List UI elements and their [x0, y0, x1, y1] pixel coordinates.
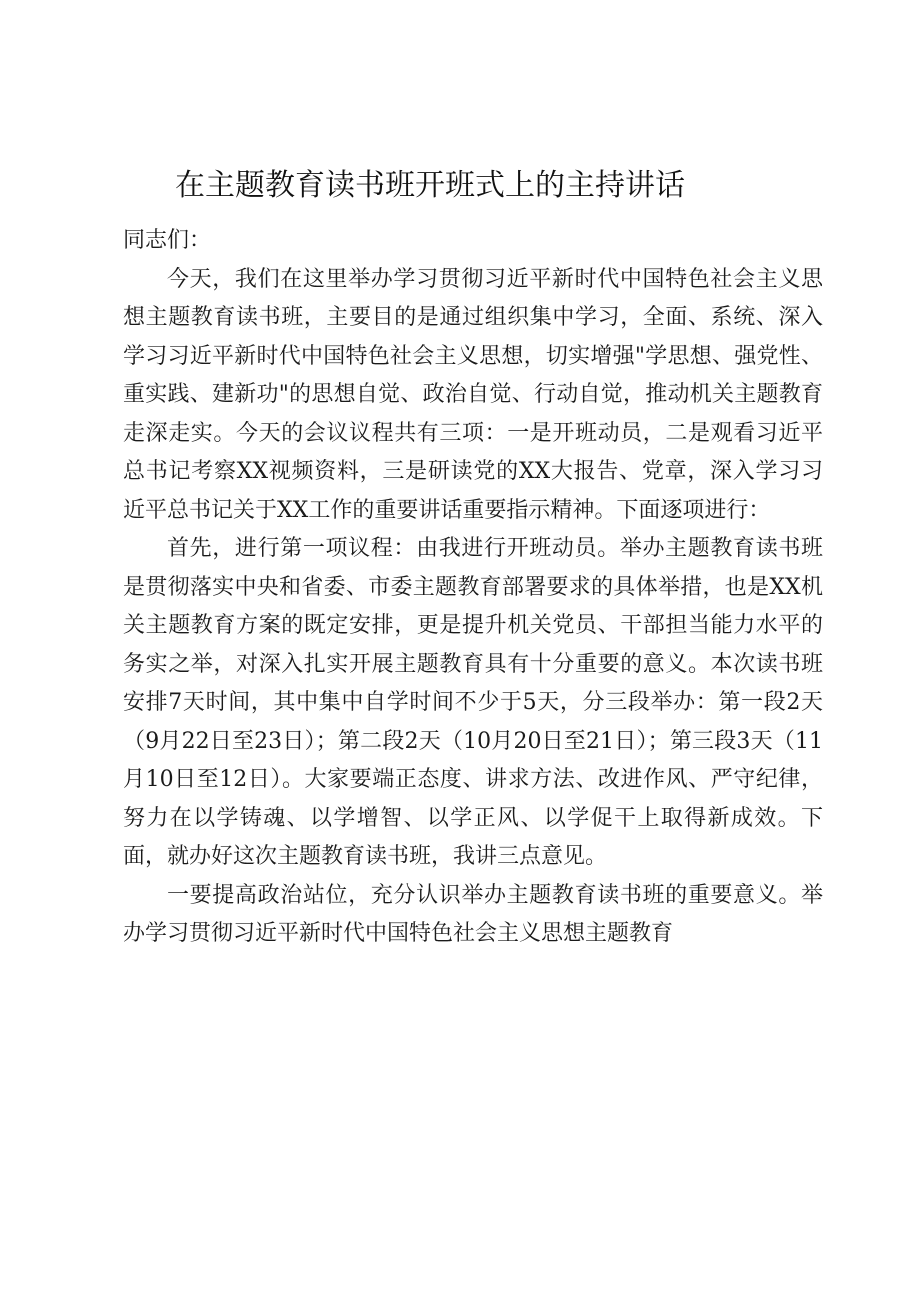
- paragraph-opening: 今天，我们在这里举办学习贯彻习近平新时代中国特色社会主义思想主题教育读书班，主要目的是通过组织集中学习，全面、系统、深入学习习近平新时代中国特色社会主义思想，切实增强"学思想、强党性、重实践、建新功"的思想自觉、政治自觉、行动自觉，推动机关主题教育走深走实。今天的会议议程共有三项：一是开班动员，二是观看习近平总书记考察XX视频资料，三是研读党的XX大报告、党章，深入学习习近平总书记关于XX工作的重要讲话重要指示精神。下面逐项进行：: [123, 266, 823, 523]
- document-title: 在主题教育读书班开班式上的主持讲话: [175, 168, 685, 203]
- document-body: [123, 222, 823, 954]
- paragraph-agenda-first: 首先，进行第一项议程：由我进行开班动员。举办主题教育读书班是贯彻落实中央和省委、市委主题教育部署要求的具体举措，也是XX机关主题教育方案的既定安排，更是提升机关党员、干部担当能力水平的务实之举，对深入扎实开展主题教育具有十分重要的意义。本次读书班安排7天时间，其中集中自学时间不少于5天，分三段举办：第一段2天（9月22日至23日）；第二段2天（10月20日至21日）；第三段3天（11月10日至12日）。大家要端正态度、讲求方法、改进作风、严守纪律，努力在以学铸魂、以学增智、以学正风、以学促干上取得新成效。下面，就办好这次主题教育读书班，我讲三点意见。: [123, 536, 823, 869]
- paragraph-point-one: 一要提高政治站位，充分认识举办主题教育读书班的重要意义。举办学习贯彻习近平新时代中国特色社会主义思想主题教育: [123, 882, 823, 946]
- salutation: 同志们：: [123, 228, 212, 253]
